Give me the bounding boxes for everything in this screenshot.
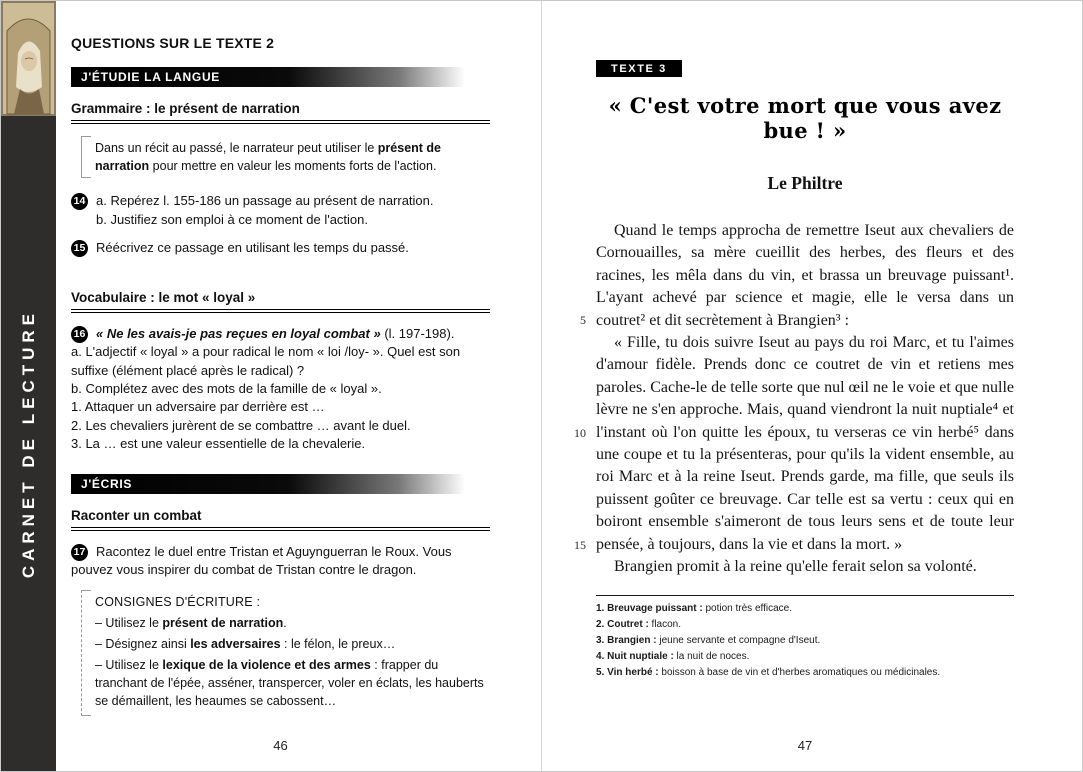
- line-number: 5: [580, 313, 586, 327]
- page-header: QUESTIONS SUR LE TEXTE 2: [71, 35, 275, 51]
- footnote: [596, 665, 1014, 681]
- question-16: [71, 325, 490, 454]
- question-17: [71, 543, 490, 580]
- section-rule: [71, 527, 490, 531]
- sidebar-label-area: [1, 116, 56, 771]
- consigne-text: : le félon, le preux…: [280, 636, 396, 651]
- question-16-quote-line: [71, 325, 490, 343]
- consigne-text: – Utilisez le: [95, 615, 163, 630]
- question-14b: b. Justifiez son emploi à ce moment de l'action.: [96, 211, 369, 227]
- question-number-badge: 16: [71, 326, 88, 343]
- page-number: 47: [797, 738, 813, 753]
- question-16-item: 3. La … est une valeur essentielle de la chevalerie.: [71, 436, 366, 452]
- question-16-ref: (l. 197-198).: [380, 325, 455, 341]
- note-text-bold: présent de narration: [95, 141, 442, 174]
- consigne-line: [95, 656, 490, 710]
- note-text: Dans un récit au passé, le narrateur peut utiliser le: [95, 141, 378, 155]
- section-rule: [71, 309, 490, 313]
- footnote-def: jeune servante et compagne d'Iseut.: [656, 634, 821, 646]
- footnote: [596, 617, 1014, 633]
- carnet-sidebar: [1, 1, 56, 771]
- medieval-portrait-illustration: [1, 1, 56, 116]
- consigne-text-bold: lexique de la violence et des armes: [162, 658, 371, 673]
- chapter-title: Le Philtre: [767, 173, 843, 193]
- line-number: 10: [574, 426, 586, 440]
- consigne-text: .: [283, 615, 287, 630]
- question-number-badge: 17: [71, 544, 88, 561]
- footnote: [596, 601, 1014, 617]
- consigne-line: [95, 635, 490, 653]
- footnote-term: 1. Breuvage puissant :: [596, 602, 703, 614]
- consigne-text-bold: les adversaires: [190, 636, 281, 651]
- texte-3-label: TEXTE 3: [596, 60, 682, 77]
- story-paragraph: Quand le temps approcha de remettre Iseut aux chevaliers de Cornouailles, sa mère cueillit des herbes, des fleurs et des racines, les mêla dans du vin, et brassa un breuvage puissant¹. L'ayant achevé par science et magie, elle le versa dans un coutret² et dit secrètement à Brangien³ :: [596, 222, 1014, 329]
- note-text: pour mettre en valeur les moments forts de l'action.: [149, 159, 437, 174]
- consigne-line: [95, 614, 490, 632]
- question-16b: b. Complétez avec des mots de la famille de « loyal ».: [71, 380, 382, 396]
- page-number: 46: [273, 738, 288, 753]
- spacer: [71, 464, 490, 474]
- question-number-badge: 14: [71, 193, 88, 210]
- footnote-def: la nuit de noces.: [673, 650, 750, 662]
- banner-jetudie-la-langue: J'ÉTUDIE LA LANGUE: [71, 67, 490, 87]
- grammar-note-box: [81, 136, 490, 178]
- line-number: 15: [574, 538, 586, 552]
- footnotes: [596, 595, 1014, 681]
- question-14: [71, 192, 490, 229]
- footnote-term: 4. Nuit nuptiale :: [596, 650, 674, 662]
- story-paragraph: « Fille, tu dois suivre Iseut au pays du roi Marc, et tu l'aimes d'amour fidèle. Prends donc ce coutret de vin et retiens mes paroles. Cache-le de telle sorte que nul œil ne le voie et que nulle lèvre ne s'en approche. Mais, quand viendront la nuit nuptiale⁴ et l'instant où l'on quitte les époux, tu verseras ce vin herbé⁵ dans une coupe et tu la présenteras, pour qu'ils la vident ensemble, au roi Marc et à la reine Iseut. Prends garde, ma fille, que seuls ils puissent goûter ce breuvage. Car telle est sa vertu : ceux qui en boiront ensemble s'aimeront de tous leurs sens et de toute leur pensée, à toujours, dans la vie et dans la mort. »: [596, 334, 1014, 553]
- footnote-term: 2. Coutret :: [596, 618, 649, 630]
- consignes-box: [81, 590, 490, 717]
- footnote-def: flacon.: [648, 618, 682, 630]
- question-16-quote: « Ne les avais-je pas reçues en loyal combat »: [96, 325, 381, 341]
- carnet-vertical-label: CARNET DE LECTURE: [18, 308, 38, 579]
- question-17-text: Racontez le duel entre Tristan et Aguynguerran le Roux. Vous pouvez vous inspirer du combat de Tristan contre le dragon.: [71, 543, 452, 578]
- story-title: « C'est votre mort que vous avez bue ! »: [608, 93, 1002, 143]
- footnote-def: potion très efficace.: [702, 602, 793, 614]
- consigne-text: – Désignez ainsi: [95, 636, 191, 651]
- footnote: [596, 633, 1014, 649]
- question-16a: a. L'adjectif « loyal » a pour radical le nom « loi /loy- ». Quel est son suffixe (élément placé après le radical) ?: [71, 344, 461, 378]
- page-left: [56, 1, 541, 771]
- grammaire-heading: Grammaire : le présent de narration: [71, 101, 300, 116]
- spacer: [71, 268, 490, 278]
- banner-jecris: J'ÉCRIS: [71, 474, 490, 494]
- raconter-heading: Raconter un combat: [71, 507, 202, 523]
- question-number-badge: 15: [71, 240, 88, 257]
- consigne-text: – Utilisez le: [95, 658, 163, 673]
- section-rule: [71, 120, 490, 124]
- footnote-term: 5. Vin herbé :: [596, 666, 659, 678]
- story-paragraph: Brangien promit à la reine qu'elle ferait selon sa volonté.: [614, 558, 977, 576]
- question-16-item: 2. Les chevaliers jurèrent de se combattre … avant le duel.: [71, 417, 411, 433]
- page-right: [541, 1, 1082, 771]
- consigne-text-bold: présent de narration: [162, 615, 284, 630]
- consignes-title: CONSIGNES D'ÉCRITURE :: [95, 594, 261, 609]
- footnote-def: boisson à base de vin et d'herbes aromatiques ou médicinales.: [658, 666, 941, 678]
- vocabulaire-heading: Vocabulaire : le mot « loyal »: [71, 289, 256, 305]
- question-15-text: Réécrivez ce passage en utilisant les temps du passé.: [96, 240, 409, 256]
- question-16-item: 1. Attaquer un adversaire par derrière est …: [71, 399, 325, 415]
- question-14a: a. Repérez l. 155-186 un passage au présent de narration.: [96, 193, 434, 209]
- consigne-text: : frapper du tranchant de l'épée, asséner, transpercer, voler en éclats, les hauberts se démaillent, les heaumes se cabossent…: [95, 658, 484, 709]
- footnote: [596, 649, 1014, 665]
- footnote-term: 3. Brangien :: [596, 634, 657, 646]
- story-body: [574, 220, 1014, 579]
- question-15: [71, 239, 490, 257]
